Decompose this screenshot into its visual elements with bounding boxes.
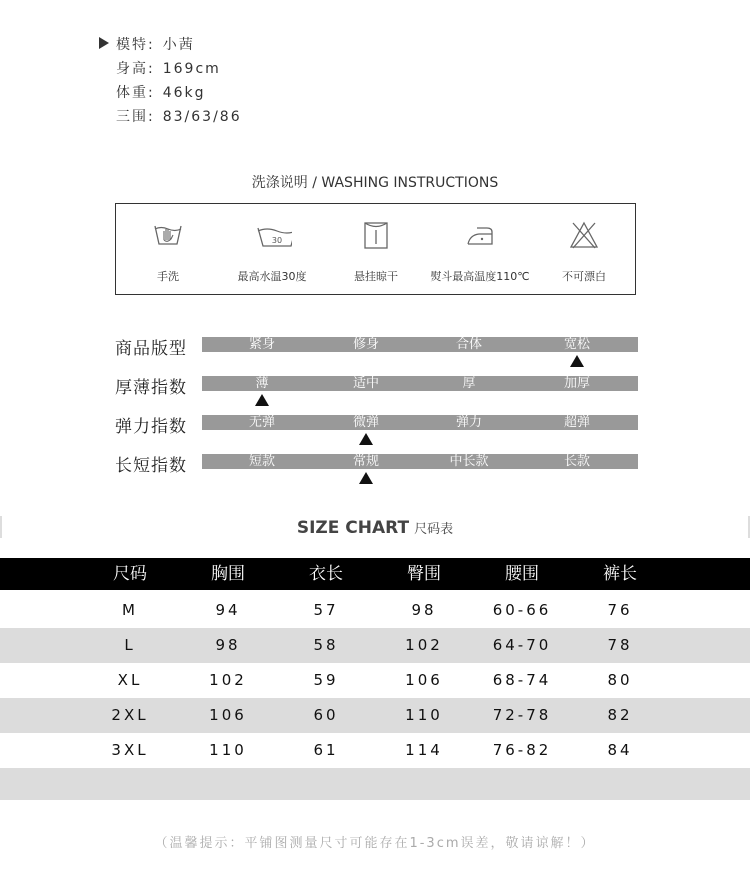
index-label: 厚薄指数 xyxy=(115,378,187,398)
model-row xyxy=(116,82,206,102)
table-cell: 82 xyxy=(607,706,633,724)
index-bar xyxy=(202,376,638,391)
model-value: 83/63/86 xyxy=(162,109,242,125)
table-cell: 110 xyxy=(209,741,247,759)
size-chart-title-cn: 尺码表 xyxy=(414,522,454,537)
table-cell: 102 xyxy=(405,636,443,654)
table-cell: 61 xyxy=(313,741,339,759)
table-row xyxy=(0,663,750,698)
index-bar xyxy=(202,337,638,352)
table-cell: 58 xyxy=(313,636,339,654)
model-value: 169cm xyxy=(162,61,221,77)
wash-label: 悬挂晾干 xyxy=(354,270,398,283)
column-header: 腰围 xyxy=(505,564,539,584)
size-table-header xyxy=(0,558,750,590)
index-option: 适中 xyxy=(352,376,379,391)
table-cell: 84 xyxy=(607,741,633,759)
table-cell: 76 xyxy=(607,601,633,619)
table-cell: 72-78 xyxy=(492,706,552,724)
column-header: 裤长 xyxy=(603,564,637,584)
wash-item-bleach xyxy=(532,204,636,296)
index-option: 薄 xyxy=(255,376,269,391)
model-value: 小茜 xyxy=(162,37,195,53)
table-row xyxy=(0,593,750,628)
table-cell: XL xyxy=(117,671,143,689)
size-chart-title-en: SIZE CHART xyxy=(296,518,410,538)
column-header: 尺码 xyxy=(113,564,147,584)
model-row xyxy=(116,106,242,126)
table-cell: 106 xyxy=(209,706,247,724)
wash-item-hand xyxy=(116,204,220,296)
index-option: 常规 xyxy=(352,454,379,469)
table-row-empty xyxy=(0,768,750,800)
svg-text:30: 30 xyxy=(271,236,283,245)
selected-marker-icon xyxy=(255,394,269,406)
wash-30-icon xyxy=(252,220,292,250)
hand-wash-icon xyxy=(153,220,183,250)
iron-icon xyxy=(465,220,495,250)
index-option: 短款 xyxy=(248,454,275,469)
table-cell: 76-82 xyxy=(492,741,552,759)
wash-label: 熨斗最高温度110℃ xyxy=(430,270,530,283)
selected-marker-icon xyxy=(359,472,373,484)
table-cell: 57 xyxy=(313,601,339,619)
table-cell: 78 xyxy=(607,636,633,654)
table-cell: 59 xyxy=(313,671,339,689)
table-cell: 110 xyxy=(405,706,443,724)
table-row xyxy=(0,698,750,733)
index-option: 紧身 xyxy=(248,337,275,352)
index-option: 合体 xyxy=(455,337,482,352)
model-label: 身高: xyxy=(116,61,155,77)
column-header: 臀围 xyxy=(407,564,441,584)
table-cell: 98 xyxy=(215,636,241,654)
table-cell: 64-70 xyxy=(492,636,552,654)
wash-label: 最高水温30度 xyxy=(237,270,307,283)
index-bar xyxy=(202,454,638,469)
wash-item-hang xyxy=(324,204,428,296)
table-cell: 68-74 xyxy=(492,671,552,689)
column-header: 胸围 xyxy=(211,564,245,584)
model-label: 体重: xyxy=(116,85,155,101)
index-label: 长短指数 xyxy=(115,456,187,476)
index-option: 厚 xyxy=(462,376,476,391)
table-cell: 94 xyxy=(215,601,241,619)
wash-label: 手洗 xyxy=(157,270,179,283)
index-option: 宽松 xyxy=(563,337,590,352)
wash-label: 不可漂白 xyxy=(562,270,606,283)
model-value: 46kg xyxy=(162,85,206,101)
wash-item-30 xyxy=(220,204,324,296)
table-row xyxy=(0,628,750,663)
no-bleach-icon xyxy=(569,220,599,250)
size-chart-title xyxy=(0,518,750,538)
index-option: 无弹 xyxy=(248,415,275,430)
table-cell: 98 xyxy=(411,601,437,619)
index-bar xyxy=(202,415,638,430)
table-cell: 3XL xyxy=(111,741,149,759)
washing-box xyxy=(115,203,636,295)
index-option: 长款 xyxy=(563,454,590,469)
index-label: 商品版型 xyxy=(115,339,187,359)
selected-marker-icon xyxy=(570,355,584,367)
wash-item-iron xyxy=(428,204,532,296)
table-row xyxy=(0,733,750,768)
measurement-tip: （温馨提示：平铺图测量尺寸可能存在1-3cm误差，敬请谅解！） xyxy=(154,836,596,851)
table-cell: 80 xyxy=(607,671,633,689)
index-label: 弹力指数 xyxy=(115,417,187,437)
table-cell: 60 xyxy=(313,706,339,724)
model-row xyxy=(116,58,221,78)
column-header: 衣长 xyxy=(309,564,343,584)
table-cell: 60-66 xyxy=(492,601,552,619)
washing-title: 洗涤说明 / WASHING INSTRUCTIONS xyxy=(251,175,499,191)
index-option: 弹力 xyxy=(455,415,482,430)
table-cell: 114 xyxy=(405,741,443,759)
table-cell: 2XL xyxy=(111,706,149,724)
index-option: 修身 xyxy=(352,337,379,352)
model-label: 三围: xyxy=(116,109,155,125)
hang-dry-icon xyxy=(361,220,391,250)
bullet-arrow-icon xyxy=(99,37,109,49)
selected-marker-icon xyxy=(359,433,373,445)
model-label: 模特: xyxy=(116,37,155,53)
index-option: 加厚 xyxy=(563,376,590,391)
table-cell: 106 xyxy=(405,671,443,689)
index-option: 微弹 xyxy=(352,415,379,430)
index-option: 中长款 xyxy=(449,454,489,469)
model-row xyxy=(116,34,195,54)
table-cell: 102 xyxy=(209,671,247,689)
table-cell: M xyxy=(122,601,138,619)
table-cell: L xyxy=(124,636,136,654)
index-option: 超弹 xyxy=(563,415,590,430)
